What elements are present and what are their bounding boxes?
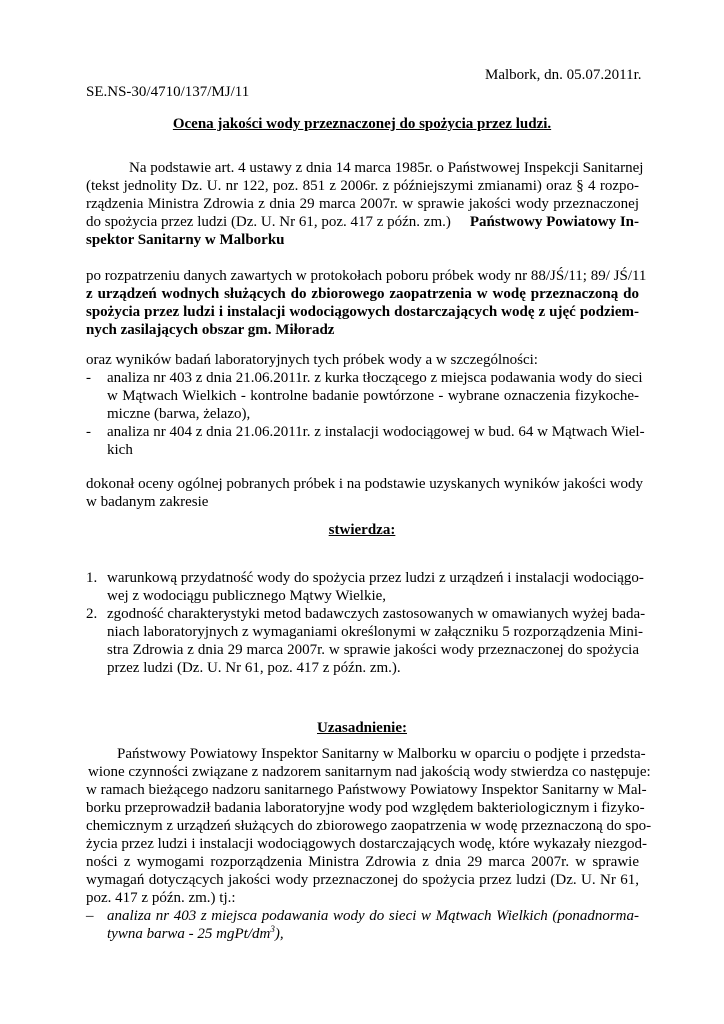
results-item-2-line-2: kich — [107, 442, 133, 458]
results-item-1-marker: - — [86, 370, 91, 386]
finding-1-line-1: warunkową przydatność wody do spożycia przez ludzi z urządzeń i instalacji wodociągo- — [107, 570, 644, 586]
justification-line-8: wymagań dotyczących jakości wody przeznaczonej do spożycia przez ludzi (Dz. U. Nr 61, — [86, 872, 639, 888]
intro-line-3: rządzenia Ministra Zdrowia z dnia 29 marca 2007r. w sprawie jakości wody przeznaczonej — [86, 196, 639, 212]
intro-line-4-text: do spożycia przez ludzi (Dz. U. Nr 61, poz. 417 z późn. zm.) — [86, 214, 451, 230]
reference-number: SE.NS-30/4710/137/MJ/11 — [86, 84, 250, 100]
justification-item-line-2-text: tywna barwa - 25 mgPt/dm — [107, 926, 271, 942]
finding-2-line-1: zgodność charakterystyki metod badawczych zastosowanych w omawianych wyżej bada- — [107, 606, 646, 622]
inspector-name: Państwowy Powiatowy In- — [469, 214, 639, 230]
inspector-name-cont: spektor Sanitarny w Malborku — [86, 232, 285, 248]
results-item-2-line-1: analiza nr 404 z dnia 21.06.2011r. z instalacji wodociągowej w bud. 64 w Mątwach Wiel- — [107, 424, 645, 440]
finding-2-line-2: niach laboratoryjnych z wymaganiami określonymi w załączniku 5 rozporządzenia Mini- — [107, 624, 644, 640]
justification-line-2: wione czynności związane z nadzorem sanitarnym nad jakością wody stwierdza co następuje: — [88, 764, 651, 780]
justification-item-line-2-end: ), — [274, 926, 284, 942]
justification-item-line-1: analiza nr 403 z miejsca podawania wody do sieci w Mątwach Wielkich (ponadnorma- — [107, 908, 639, 924]
place-date: Malbork, dn. 05.07.2011r. — [485, 67, 642, 83]
justification-line-4: borku przeprowadził badania laboratoryjne wody pod względem bakteriologicznym i fizyko- — [86, 800, 645, 816]
justification-line-7: ności z wymogami rozporządzenia Ministra Zdrowia z dnia 29 marca 2007r. w sprawie — [86, 854, 639, 870]
results-item-1-line-1: analiza nr 403 z dnia 21.06.2011r. z kurka tłoczącego z miejsca podawania wody do sieci — [107, 370, 643, 386]
intro-line-2: (tekst jednolity Dz. U. nr 122, poz. 851 z 2006r. z późniejszymi zmianami) oraz § 4 rozpo- — [86, 178, 639, 194]
justification-heading: Uzasadnienie: — [317, 720, 407, 736]
justification-line-9: poz. 417 z późn. zm.) tj.: — [86, 890, 236, 906]
justification-item-marker: – — [86, 908, 94, 924]
justification-item-line-2 — [107, 926, 660, 944]
finding-heading: stwierdza: — [328, 522, 396, 538]
results-item-2-marker: - — [86, 424, 91, 440]
results-intro: oraz wyników badań laboratoryjnych tych próbek wody a w szczególności: — [86, 352, 538, 368]
review-line-2: z urządzeń wodnych służących do zbiorowego zaopatrzenia w wodę przeznaczoną do — [86, 286, 639, 302]
justification-item-superscript: 3 — [270, 924, 275, 934]
assessment-line-1: dokonał oceny ogólnej pobranych próbek i na podstawie uzyskanych wyników jakości wody — [86, 476, 643, 492]
finding-2-line-3: stra Zdrowia z dnia 29 marca 2007r. w sprawie jakości wody przeznaczonej do spożycia — [107, 642, 639, 658]
document-title: Ocena jakości wody przeznaczonej do spożycia przez ludzi. — [172, 116, 552, 132]
results-item-1-line-3: miczne (barwa, żelazo), — [107, 406, 251, 422]
finding-2-number: 2. — [86, 606, 98, 622]
assessment-line-2: w badanym zakresie — [86, 494, 209, 510]
review-line-4: nych zasilających obszar gm. Miłoradz — [86, 322, 335, 338]
review-line-1: po rozpatrzeniu danych zawartych w protokołach poboru próbek wody nr 88/JŚ/11; 89/ JŚ/11 — [86, 268, 647, 284]
justification-line-6: życia przez ludzi i instalacji wodociągowych dostarczających wodę, które wykazały niezgod- — [86, 836, 648, 852]
finding-1-line-2: wej z wodociągu publicznego Mątwy Wielkie, — [107, 588, 387, 604]
justification-line-3: w ramach bieżącego nadzoru sanitarnego Państwowy Powiatowy Inspektor Sanitarny w Mal- — [86, 782, 647, 798]
justification-line-1: Państwowy Powiatowy Inspektor Sanitarny w Malborku w oparciu o podjęte i przedsta- — [117, 746, 646, 762]
justification-line-5: chemicznym z urządzeń służących do zbiorowego zaopatrzenia w wodę przeznaczoną do spo- — [86, 818, 652, 834]
intro-line-1: Na podstawie art. 4 ustawy z dnia 14 marca 1985r. o Państwowej Inspekcji Sanitarnej — [129, 160, 644, 176]
finding-1-number: 1. — [86, 570, 98, 586]
results-item-1-line-2: w Mątwach Wielkich - kontrolne badanie powtórzone - wybrane oznaczenia fizykoche- — [107, 388, 639, 404]
finding-2-line-4: przez ludzi (Dz. U. Nr 61, poz. 417 z późn. zm.). — [107, 660, 401, 676]
intro-line-4 — [86, 214, 639, 232]
review-line-3: spożycia przez ludzi i instalacji wodociągowych dostarczających wodę z ujęć podziem- — [86, 304, 639, 320]
